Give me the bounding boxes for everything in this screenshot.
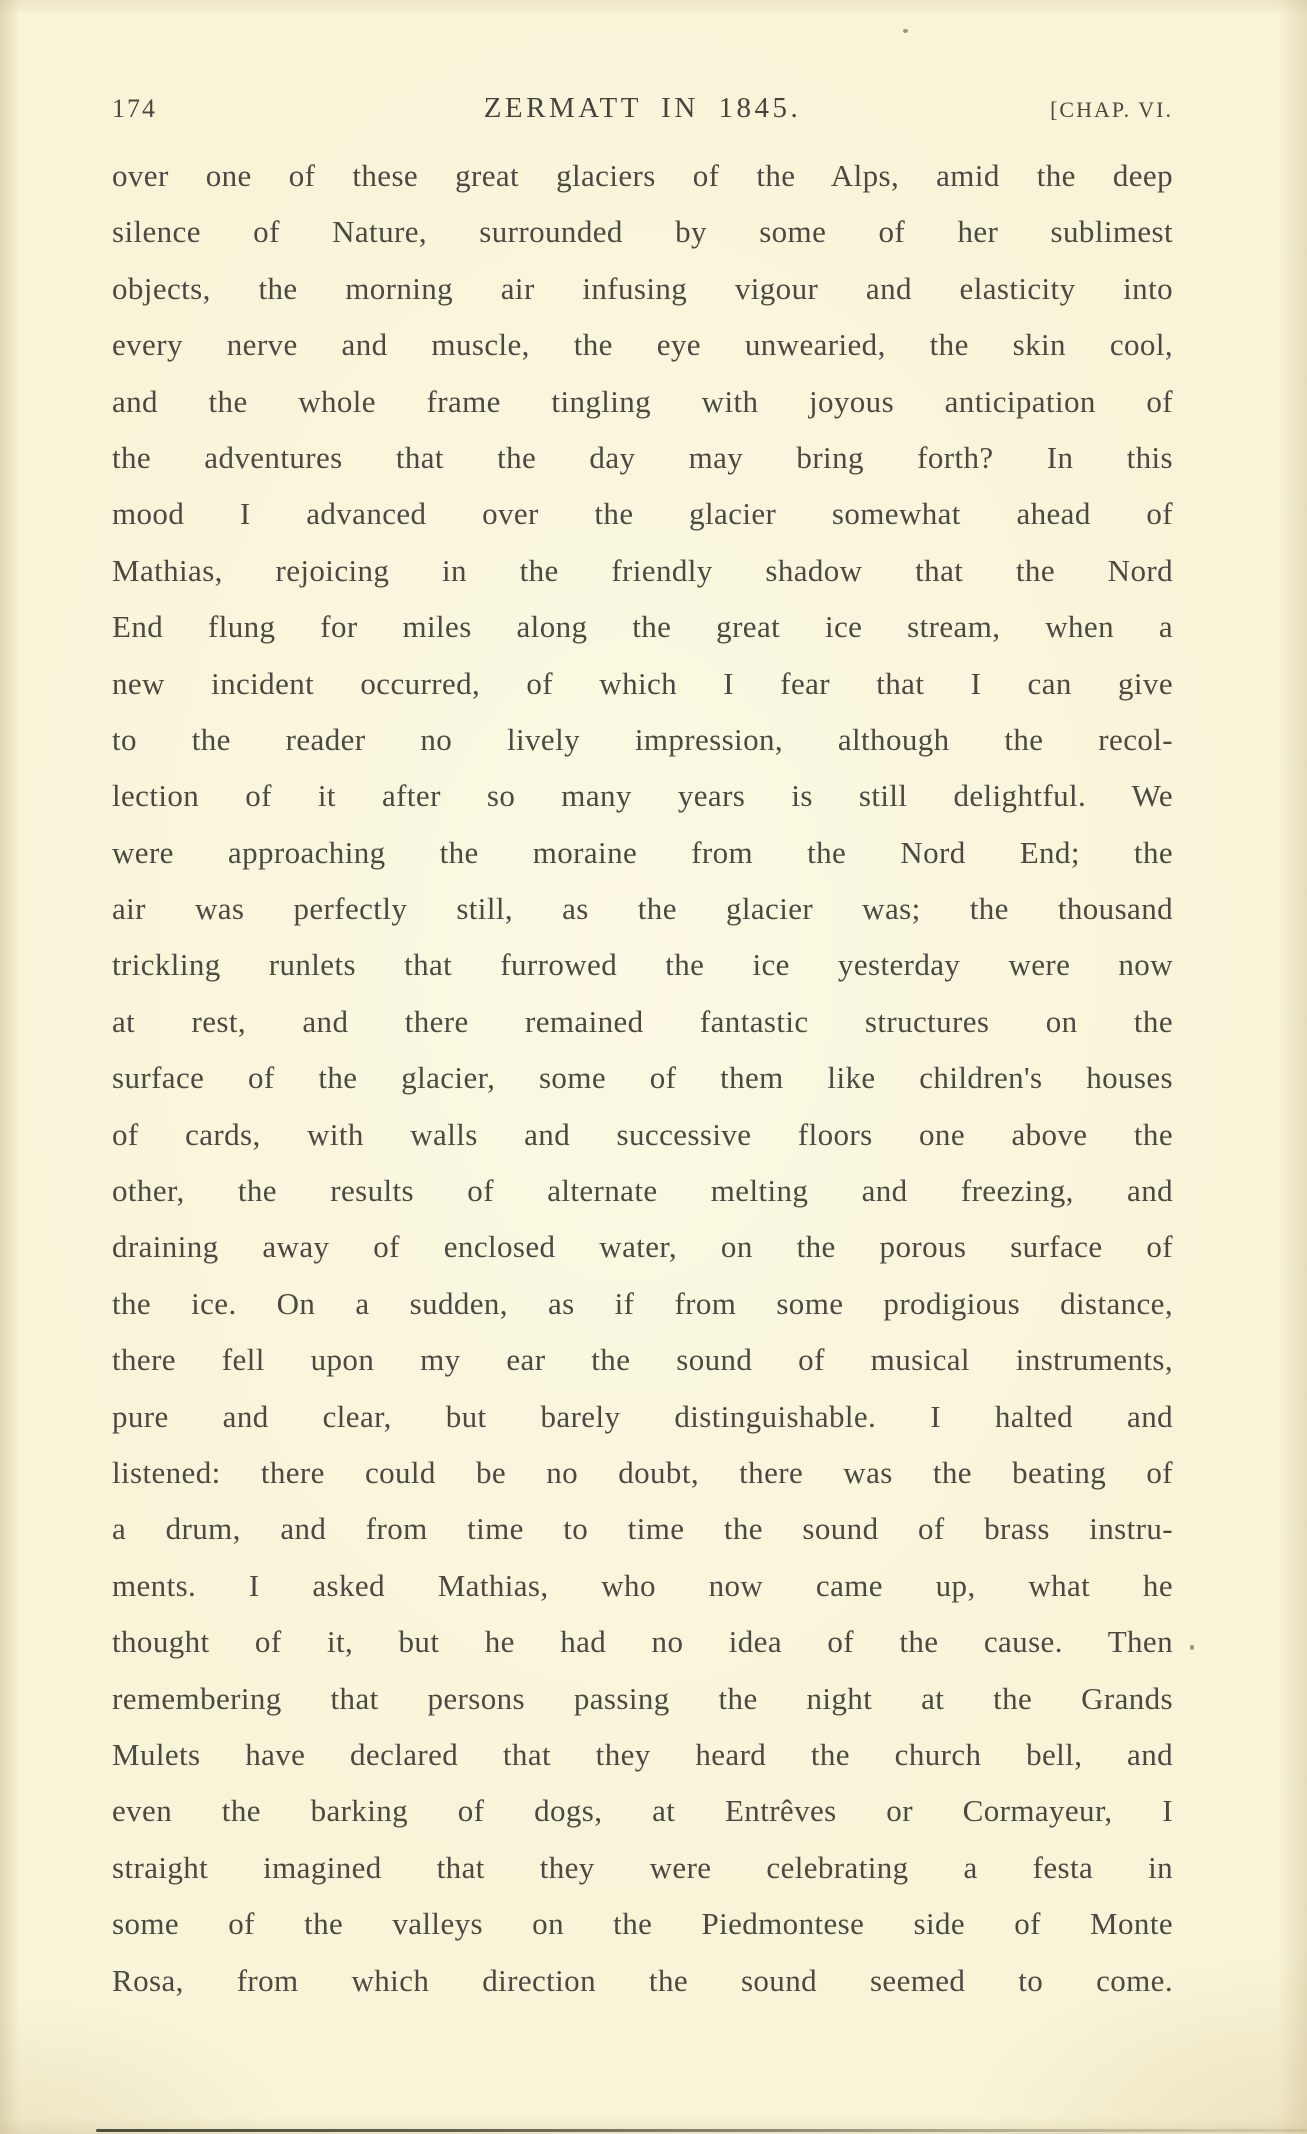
text-line: over one of these great glaciers of the Alps, amid the deep [112,158,1173,193]
text-line: a drum, and from time to time the sound of brass instru- [112,1511,1173,1547]
text-line: thought of it, but he had no idea of the cause. Then [112,1624,1173,1660]
page-number: 174 [112,94,157,123]
paper-speck [903,29,908,33]
text-line: Rosa, from which direction the sound seemed to come. [112,1962,1173,1998]
text-line: listened: there could be no doubt, there was the beating of [112,1454,1173,1490]
text-line: to the reader no lively impression, although the recol- [112,721,1173,757]
text-line: there fell upon my ear the sound of musical instruments, [112,1342,1173,1378]
scan-edge-artifact [96,2129,1307,2132]
running-header [112,92,1173,125]
chapter-label: [CHAP. VI. [1050,97,1173,122]
text-line: Mathias, rejoicing in the friendly shadow that the Nord [112,552,1173,588]
text-line: of cards, with walls and successive floors one above the [112,1116,1173,1152]
paper-speck [1190,1645,1194,1650]
text-line: ments. I asked Mathias, who now came up, what he [112,1567,1173,1603]
text-line: End flung for miles along the great ice stream, when a [112,609,1173,645]
text-line: the ice. On a sudden, as if from some prodigious distance, [112,1285,1173,1321]
text-line: even the barking of dogs, at Entrêves or Cormayeur, I [112,1793,1173,1829]
text-line: Mulets have declared that they heard the church bell, and [112,1736,1173,1772]
body-text [112,148,1173,2009]
text-line: every nerve and muscle, the eye unwearied, the skin cool, [112,327,1173,363]
text-line: remembering that persons passing the night at the Grands [112,1680,1173,1716]
text-line: other, the results of alternate melting and freezing, and [112,1173,1173,1209]
text-line: trickling runlets that furrowed the ice yesterday were now [112,947,1173,983]
text-line: the adventures that the day may bring forth? In this [112,439,1173,475]
text-line: lection of it after so many years is still delightful. We [112,778,1173,814]
running-title: ZERMATT IN 1845. [483,92,802,124]
text-line: mood I advanced over the glacier somewhat ahead of [112,496,1173,532]
text-line: were approaching the moraine from the Nord End; the [112,834,1173,870]
text-line: new incident occurred, of which I fear that I can give [112,665,1173,701]
text-line: at rest, and there remained fantastic structures on the [112,1003,1173,1039]
text-line: surface of the glacier, some of them like children's houses [112,1060,1173,1096]
text-line: straight imagined that they were celebrating a festa in [112,1849,1173,1885]
text-line: draining away of enclosed water, on the porous surface of [112,1229,1173,1265]
text-line: and the whole frame tingling with joyous anticipation of [112,383,1173,419]
text-line: pure and clear, but barely distinguishable. I halted and [112,1398,1173,1434]
text-line: some of the valleys on the Piedmontese side of Monte [112,1906,1173,1942]
text-line: objects, the morning air infusing vigour and elasticity into [112,270,1173,306]
text-line: air was perfectly still, as the glacier was; the thousand [112,891,1173,927]
text-line: silence of Nature, surrounded by some of her sublimest [112,214,1173,250]
